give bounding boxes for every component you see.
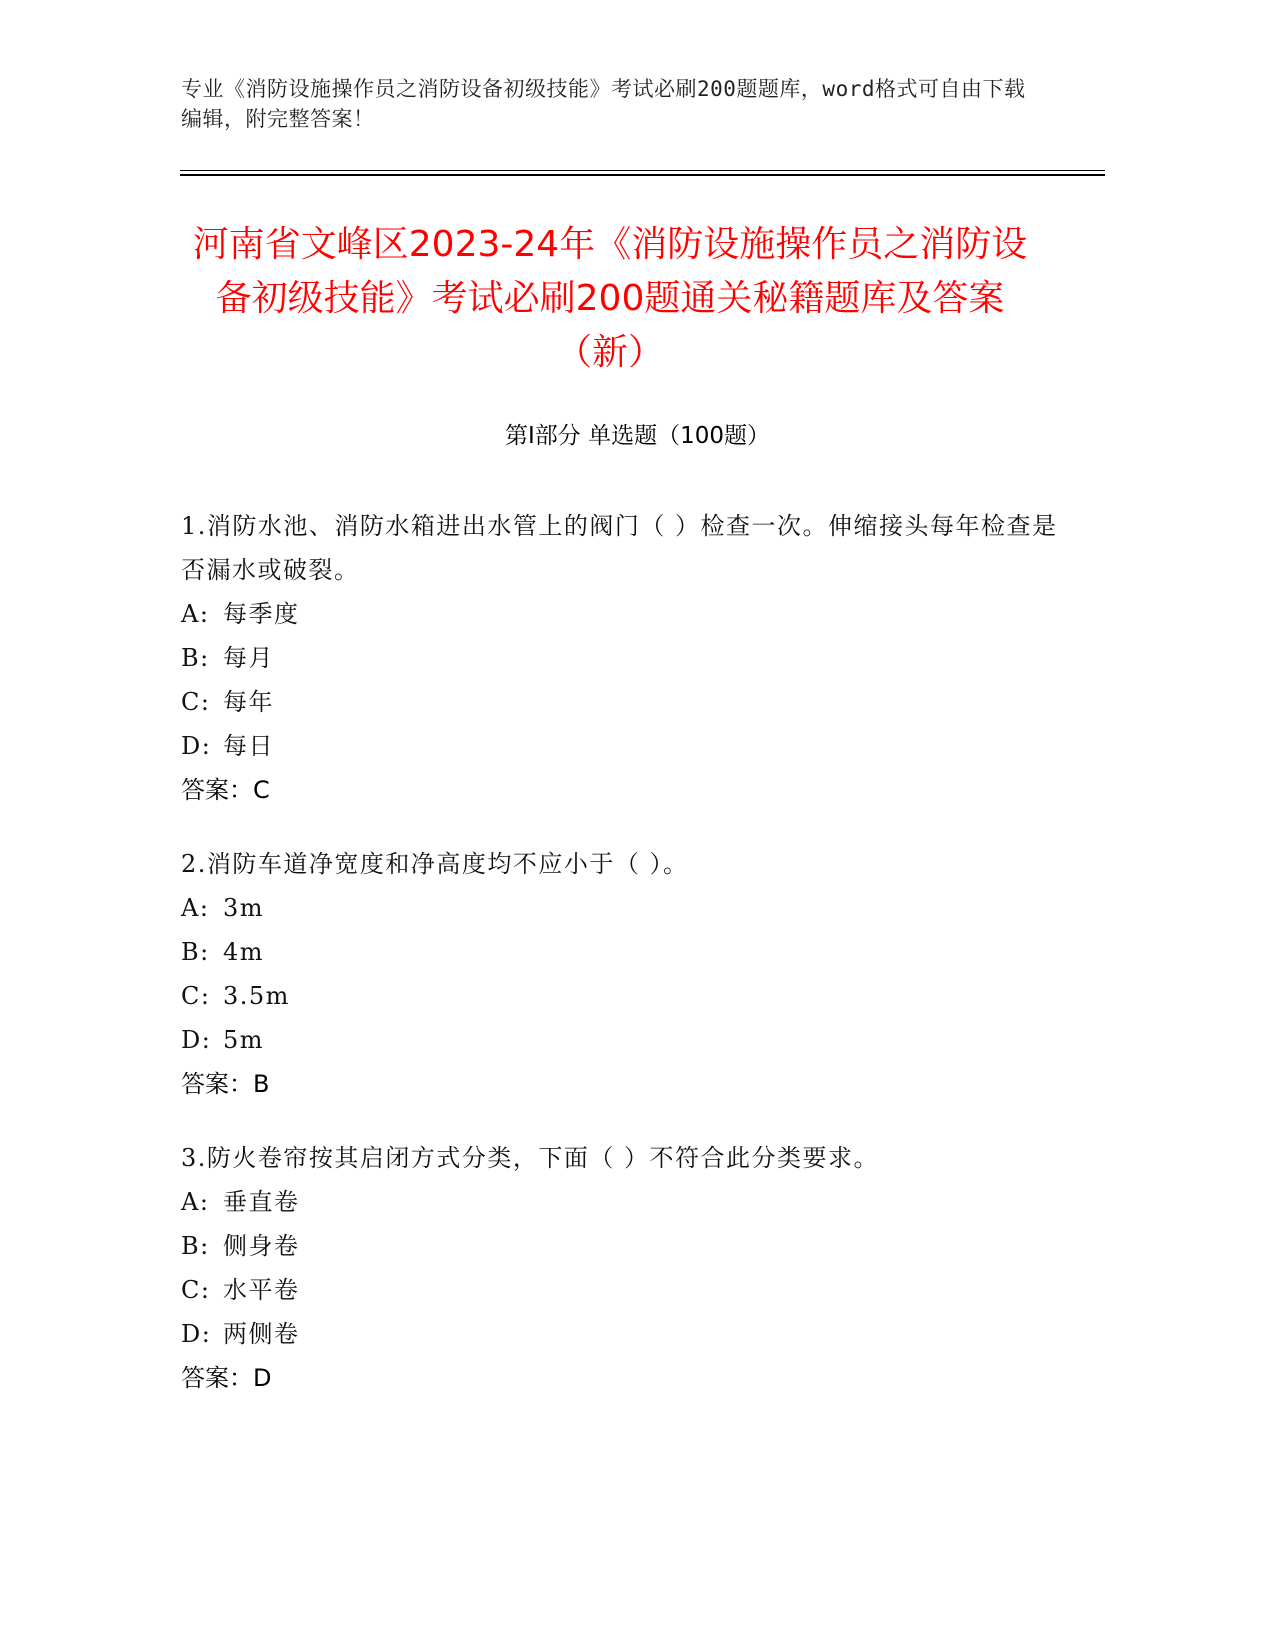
header-divider-thick xyxy=(180,174,1105,176)
option-d xyxy=(181,1312,1081,1356)
question-list xyxy=(181,504,1081,1430)
option-c xyxy=(181,680,1081,724)
option-text: 每年 xyxy=(223,688,274,716)
option-text: 每日 xyxy=(223,732,274,760)
question-stem: 1.消防水池、消防水箱进出水管上的阀门（ ）检查一次。伸缩接头每年检查是否漏水或破裂。 xyxy=(181,512,1058,584)
option-a xyxy=(181,1180,1081,1224)
option-letter: D: xyxy=(181,732,212,760)
question-stem: 2.消防车道净宽度和净高度均不应小于（ ）。 xyxy=(181,850,689,878)
option-b xyxy=(181,1224,1081,1268)
option-a xyxy=(181,886,1081,930)
option-text: 4m xyxy=(223,938,265,966)
option-text: 每季度 xyxy=(223,600,300,628)
header-note: 专业《消防设施操作员之消防设备初级技能》考试必刷200题题库，word格式可自由下载编辑，附完整答案！ xyxy=(181,77,1026,131)
option-b xyxy=(181,930,1081,974)
question-stem: 3.防火卷帘按其启闭方式分类，下面（ ）不符合此分类要求。 xyxy=(181,1144,880,1172)
option-text: 每月 xyxy=(223,644,274,672)
option-text: 5m xyxy=(223,1026,265,1054)
option-d xyxy=(181,724,1081,768)
option-letter: A: xyxy=(181,600,210,628)
question-2 xyxy=(181,842,1081,1106)
option-c xyxy=(181,1268,1081,1312)
option-letter: D: xyxy=(181,1026,212,1054)
option-letter: A: xyxy=(181,1188,210,1216)
option-letter: A: xyxy=(181,894,210,922)
option-letter: C: xyxy=(181,1276,211,1304)
question-3 xyxy=(181,1136,1081,1400)
answer-line: 答案：D xyxy=(181,1364,272,1392)
option-letter: C: xyxy=(181,982,211,1010)
option-text: 3.5m xyxy=(223,982,290,1010)
header-divider-thin xyxy=(180,170,1105,171)
question-1 xyxy=(181,504,1081,812)
option-text: 水平卷 xyxy=(223,1276,300,1304)
option-letter: D: xyxy=(181,1320,212,1348)
option-c xyxy=(181,974,1081,1018)
section-title: 第I部分 单选题（100题） xyxy=(505,423,770,449)
option-text: 垂直卷 xyxy=(223,1188,300,1216)
option-text: 3m xyxy=(223,894,265,922)
option-text: 侧身卷 xyxy=(223,1232,300,1260)
answer-line: 答案：C xyxy=(181,776,270,804)
option-d xyxy=(181,1018,1081,1062)
option-letter: B: xyxy=(181,1232,210,1260)
option-a xyxy=(181,592,1081,636)
option-letter: B: xyxy=(181,644,210,672)
option-text: 两侧卷 xyxy=(223,1320,300,1348)
option-letter: C: xyxy=(181,688,211,716)
answer-line: 答案：B xyxy=(181,1070,270,1098)
option-letter: B: xyxy=(181,938,210,966)
option-b xyxy=(181,636,1081,680)
document-title: 河南省文峰区2023-24年《消防设施操作员之消防设备初级技能》考试必刷200题通关秘籍题库及答案（新） xyxy=(192,224,1028,373)
